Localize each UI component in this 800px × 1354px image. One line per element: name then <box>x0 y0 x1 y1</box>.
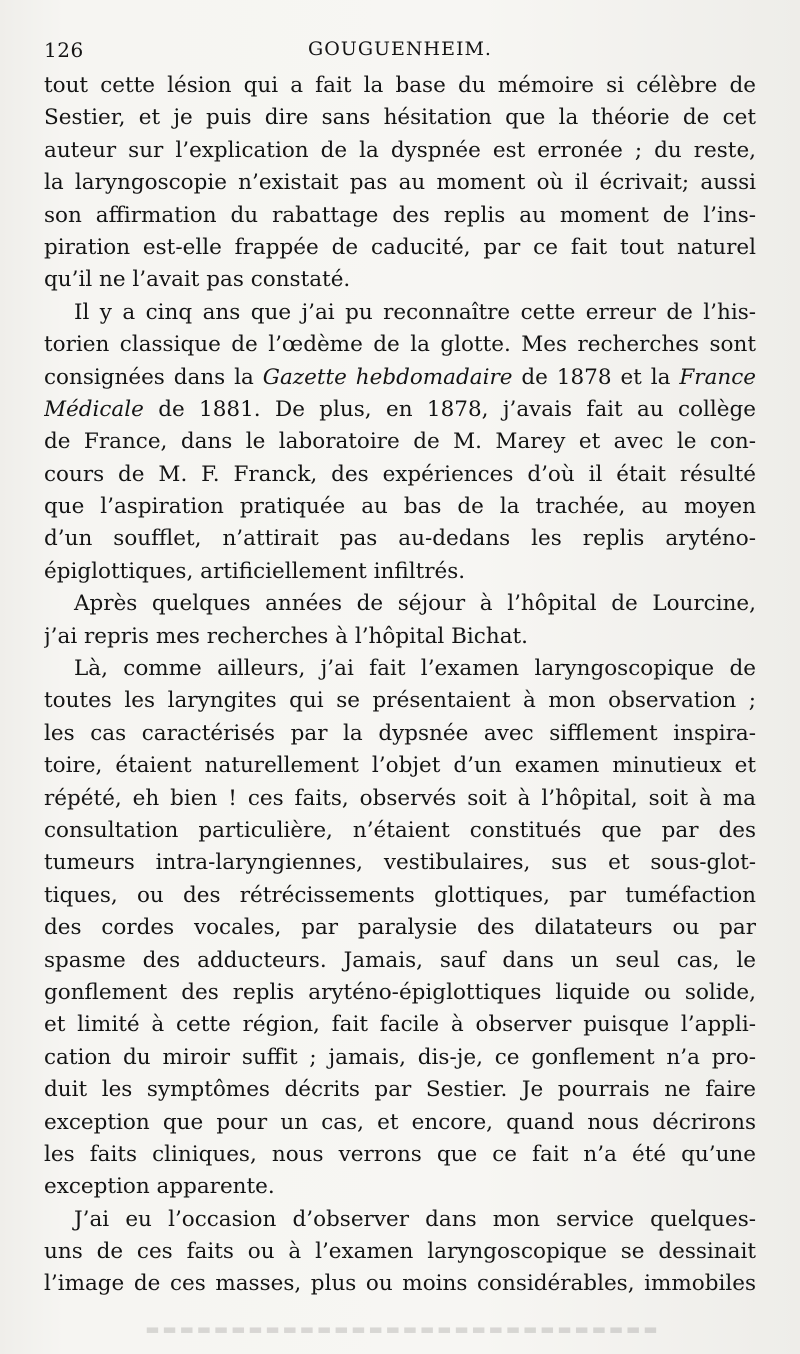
text-line: piration est-elle frappée de caducité, par ce fait tout naturel <box>44 234 756 260</box>
text-line: j’ai repris mes recherches à l’hôpital Bichat. <box>44 623 528 649</box>
page-number: 126 <box>44 38 84 62</box>
text-line: son affirmation du rabattage des replis au moment de l’ins- <box>44 202 756 228</box>
text-run: de 1881. De plus, en 1878, j’avais fait au collège <box>143 396 756 422</box>
text-run: consignées dans la <box>44 364 263 390</box>
text-line: Là, comme ailleurs, j’ai fait l’examen laryngoscopique de <box>74 656 756 682</box>
text-line: Sestier, et je puis dire sans hésitation que la théorie de cet <box>44 105 756 131</box>
text-line: les cas caractérisés par la dypsnée avec sifflement inspira- <box>44 720 756 746</box>
text-line: consultation particulière, n’étaient constitués que par des <box>44 817 756 843</box>
text-line: répété, eh bien ! ces faits, observés soit à l’hôpital, soit à ma <box>44 785 756 811</box>
text-line-with-italic <box>44 394 756 426</box>
show-through-footer: ▬▬▬▬▬▬▬▬▬▬▬▬▬▬▬▬▬▬▬▬▬▬▬▬▬▬▬▬▬▬ <box>142 1320 658 1338</box>
text-line: qu’il ne l’avait pas constaté. <box>44 267 351 293</box>
text-line: tout cette lésion qui a fait la base du mémoire si célèbre de <box>44 73 756 98</box>
text-line: Il y a cinq ans que j’ai pu reconnaître cette erreur de l’his- <box>74 299 756 325</box>
text-line: d’un soufflet, n’attirait pas au-dedans les replis aryténo- <box>44 526 756 552</box>
text-line: exception que pour un cas, et encore, quand nous décrirons <box>44 1109 756 1135</box>
italic-title: Gazette hebdomadaire <box>262 364 513 390</box>
text-line: épiglottiques, artificiellement infiltrés. <box>44 558 466 584</box>
body-text <box>44 70 756 1301</box>
page-header <box>44 34 756 68</box>
text-line: cation du miroir suffit ; jamais, dis-je, ce gonflement n’a pro- <box>44 1044 756 1070</box>
text-line: duit les symptômes décrits par Sestier. Je pourrais ne faire <box>44 1077 756 1103</box>
italic-title: France <box>679 364 756 390</box>
text-line: et limité à cette région, fait facile à observer puisque l’appli- <box>44 1012 756 1038</box>
text-line: exception apparente. <box>44 1174 275 1200</box>
text-line: des cordes vocales, par paralysie des dilatateurs ou par <box>44 915 756 941</box>
text-run: de 1878 et la <box>512 364 680 390</box>
text-line: spasme des adducteurs. Jamais, sauf dans un seul cas, le <box>44 947 756 973</box>
text-line: que l’aspiration pratiquée au bas de la trachée, au moyen <box>44 494 756 520</box>
text-line: toutes les laryngites qui se présentaient à mon observation ; <box>44 688 756 714</box>
running-head: GOUGUENHEIM. <box>308 38 492 60</box>
text-line: torien classique de l’œdème de la glotte. Mes recherches sont <box>44 332 756 358</box>
text-line: les faits cliniques, nous verrons que ce fait n’a été qu’une <box>44 1141 756 1167</box>
text-line: l’image de ces masses, plus ou moins considérables, immobiles <box>44 1271 756 1297</box>
text-line: gonflement des replis aryténo-épiglottiques liquide ou solide, <box>44 979 756 1005</box>
text-line: la laryngoscopie n’existait pas au moment où il écrivait; aussi <box>44 170 756 196</box>
text-line: toire, étaient naturellement l’objet d’un examen minutieux et <box>44 753 756 779</box>
text-line: auteur sur l’explication de la dyspnée est erronée ; du reste, <box>44 137 756 163</box>
text-line: tiques, ou des rétrécissements glottiques, par tuméfaction <box>44 882 756 908</box>
italic-title: Médicale <box>44 396 144 422</box>
text-line: de France, dans le laboratoire de M. Marey et avec le con- <box>44 429 756 455</box>
text-line: Après quelques années de séjour à l’hôpital de Lourcine, <box>74 591 756 617</box>
text-line: cours de M. F. Franck, des expériences d’où il était résulté <box>44 461 756 487</box>
text-line: tumeurs intra-laryngiennes, vestibulaires, sus et sous-glot- <box>44 850 756 876</box>
text-line: J’ai eu l’occasion d’observer dans mon service quelques- <box>74 1206 756 1232</box>
text-line-with-italic <box>44 362 756 394</box>
text-line: uns de ces faits ou à l’examen laryngoscopique se dessinait <box>44 1239 756 1265</box>
